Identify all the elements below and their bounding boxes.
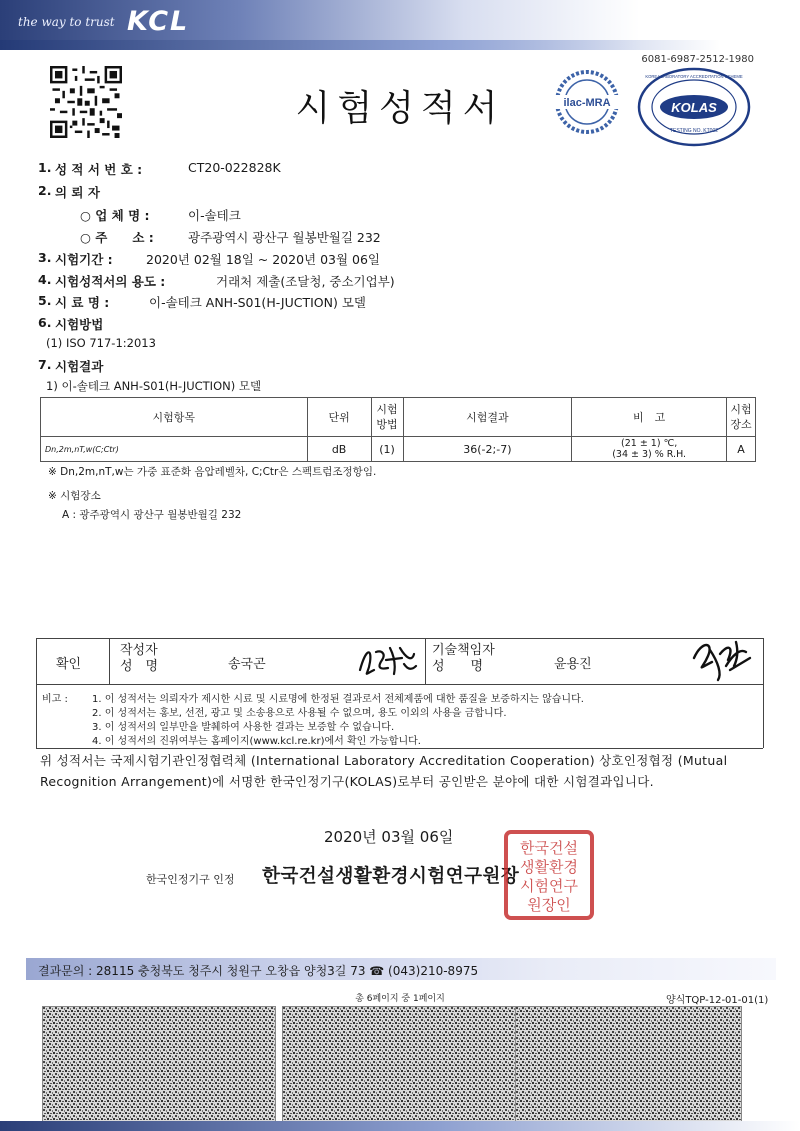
official-seal bbox=[503, 829, 595, 921]
svg-text:한국건설: 한국건설 bbox=[520, 839, 578, 857]
writer-label-line2: 성 명 bbox=[120, 659, 159, 674]
writer-label bbox=[120, 643, 158, 675]
ilac-mra-logo bbox=[548, 66, 626, 138]
writer-label-line1: 작성자 bbox=[120, 643, 158, 658]
svg-text:생활환경: 생활환경 bbox=[520, 858, 578, 876]
organization-name: 한국건설생활환경시험연구원장 bbox=[262, 866, 520, 887]
brand-logo: KCL bbox=[127, 6, 190, 37]
writer-name: 송국곤 bbox=[228, 657, 266, 672]
document-number: 6081-6987-2512-1980 bbox=[641, 54, 754, 65]
security-pattern bbox=[515, 1006, 742, 1124]
security-pattern bbox=[282, 1006, 516, 1124]
svg-text:KOLAS: KOLAS bbox=[671, 100, 717, 115]
header-result: 시험결과 bbox=[403, 398, 572, 437]
remarks-label: 비고 : bbox=[42, 694, 68, 705]
svg-text:원장인: 원장인 bbox=[527, 896, 571, 914]
accreditation-statement: 위 성적서는 국제시험기관인정협력체 (International Laboratory Accreditation Cooperation) 상호인정협정 (Mutual Recognition Arrangement)에 서명한 한국인정기구(KOLAS)로부터 공인받은 분야에 대한 시험결과입니다. bbox=[40, 753, 728, 789]
signature-box-bottom bbox=[36, 748, 763, 749]
signature-box-divider bbox=[36, 684, 763, 685]
page-count: 총 6페이지 중 1페이지 bbox=[355, 994, 445, 1004]
tech-label bbox=[432, 643, 495, 675]
cell-method: (1) bbox=[371, 437, 403, 462]
confirm-label: 확인 bbox=[56, 657, 82, 672]
cell-remark bbox=[572, 437, 727, 462]
form-number: 양식TQP-12-01-01(1) bbox=[666, 995, 769, 1006]
brand-tagline: the way to trust bbox=[18, 15, 115, 29]
test-results-subject: 1) 이-솔테크 ANH-S01(H-JUCTION) 모델 bbox=[46, 379, 262, 393]
signature-divider-2 bbox=[425, 638, 426, 684]
header-method: 시험 방법 bbox=[371, 398, 403, 437]
svg-text:TESTING NO. KT002: TESTING NO. KT002 bbox=[669, 128, 719, 134]
footer-band bbox=[0, 1121, 800, 1131]
tech-name: 윤용진 bbox=[554, 657, 592, 672]
results-header-row bbox=[41, 398, 756, 437]
test-method-value: (1) ISO 717-1:2013 bbox=[46, 336, 156, 350]
test-place-value: A : 광주광역시 광산구 월봉반월길 232 bbox=[62, 509, 242, 521]
cell-item: Dn,2m,nT,w(C;Ctr) bbox=[41, 437, 308, 462]
signature-divider-1 bbox=[109, 638, 110, 684]
header-place: 시험 장소 bbox=[727, 398, 756, 437]
svg-text:ilac-MRA: ilac-MRA bbox=[563, 97, 611, 109]
remark-item: 3. 이 성적서의 일부만을 발췌하여 사용한 결과는 보증할 수 없습니다. bbox=[92, 722, 395, 733]
cell-result: 36(-2;-7) bbox=[403, 437, 572, 462]
remark-item: 1. 이 성적서는 의뢰자가 제시한 시료 및 시료명에 한정된 결과로서 전체제품에 대한 품질을 보증하지는 않습니다. bbox=[92, 694, 584, 705]
header-test-item: 시험항목 bbox=[41, 398, 308, 437]
signature-box-right bbox=[763, 638, 764, 748]
header-remark: 비 고 bbox=[572, 398, 727, 437]
security-pattern bbox=[42, 1006, 276, 1124]
header-band bbox=[0, 0, 800, 50]
svg-text:시험연구: 시험연구 bbox=[520, 877, 578, 895]
tech-label-line2: 성 명 bbox=[432, 659, 484, 674]
signature-box-left bbox=[36, 638, 37, 748]
remark-humidity: (34 ± 3) % R.H. bbox=[612, 449, 687, 460]
table-footnote: ※ Dn,2m,nT,w는 가중 표준화 음압레벨차, C;Ctr은 스펙트럼조정항임. bbox=[48, 466, 377, 478]
tech-label-line1: 기술책임자 bbox=[432, 643, 495, 658]
cell-unit: dB bbox=[307, 437, 371, 462]
contact-info: 결과문의 : 28115 충청북도 청주시 청원구 오창읍 양청3길 73 ☎ (043)210-8975 bbox=[38, 964, 479, 978]
header-unit: 단위 bbox=[307, 398, 371, 437]
kolas-logo bbox=[636, 66, 752, 148]
test-place-label: ※ 시험장소 bbox=[48, 490, 101, 502]
cell-place: A bbox=[727, 437, 756, 462]
issue-date: 2020년 03월 06일 bbox=[324, 828, 454, 846]
results-table bbox=[40, 397, 756, 462]
table-row bbox=[41, 437, 756, 462]
remark-item: 2. 이 성적서는 홍보, 선전, 광고 및 소송용으로 사용될 수 없으며, 용도 이외의 사용을 금합니다. bbox=[92, 708, 507, 719]
document-title: 시험성적서 bbox=[295, 88, 505, 129]
writer-signature bbox=[356, 640, 418, 682]
remark-item: 4. 이 성적서의 진위여부는 홈페이지(www.kcl.re.kr)에서 확인 가능합니다. bbox=[92, 736, 421, 747]
signature-box-top bbox=[36, 638, 763, 639]
authority-label: 한국인정기구 인정 bbox=[146, 873, 235, 886]
tech-signature bbox=[688, 636, 754, 682]
remark-temperature: (21 ± 1) ℃, bbox=[621, 438, 678, 449]
svg-text:KOREA LABORATORY ACCREDITATION: KOREA LABORATORY ACCREDITATION SCHEME bbox=[645, 74, 743, 79]
